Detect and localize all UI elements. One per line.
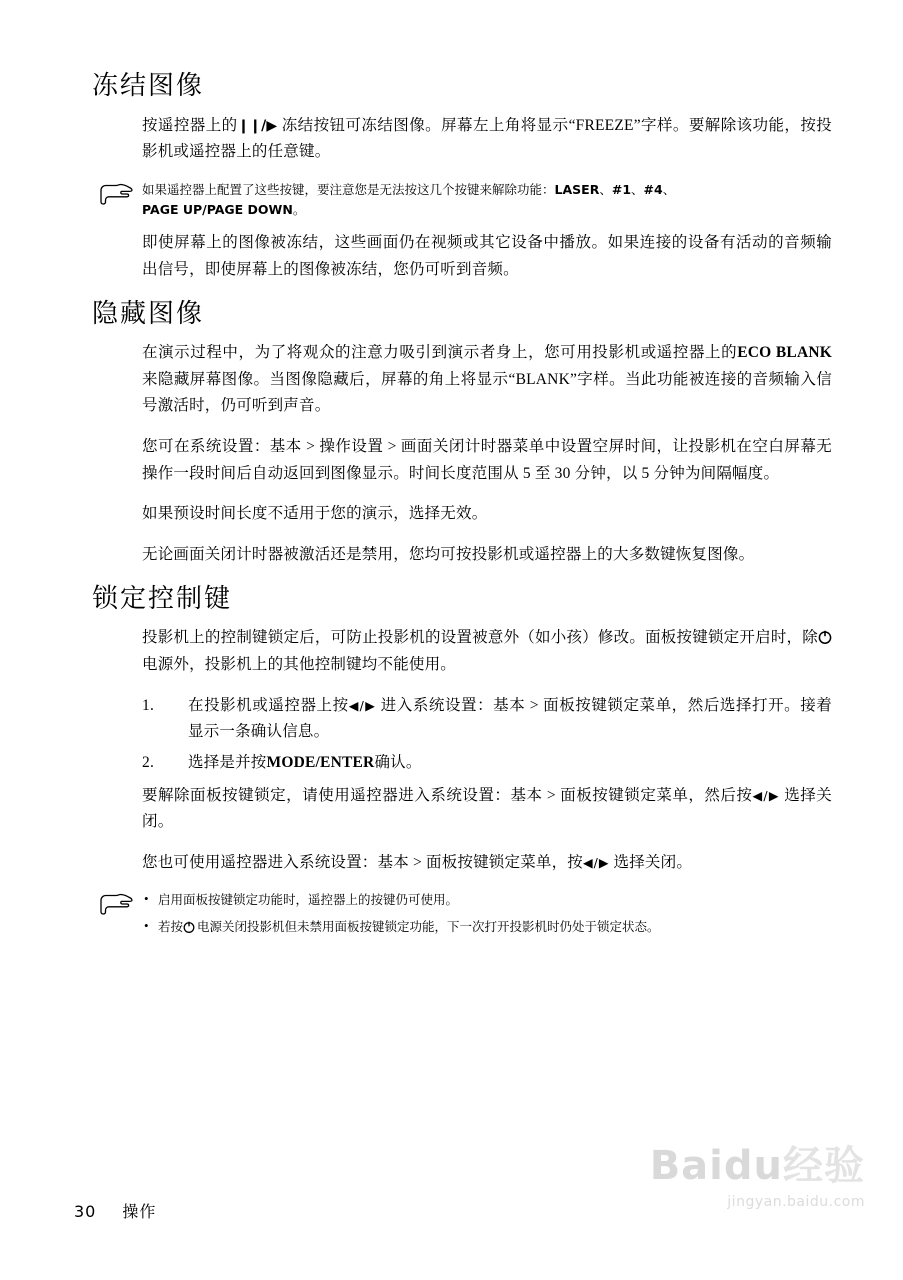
note-freeze-bold-laser: LASER <box>554 181 600 197</box>
blank-paragraph-2 <box>142 434 832 487</box>
note-freeze-sep1: 、 <box>599 182 612 197</box>
note-lock-item-1 <box>142 890 832 910</box>
section-title-blank: 隐藏图像 <box>92 298 205 329</box>
pointing-hand-icon <box>100 891 134 917</box>
lock-step-1-text-b: 进入系统设置：基本 > 面板按键锁定菜单，然后选择打开。接着显示一条确认信息。 <box>188 696 832 741</box>
watermark-url: jingyan.baidu.com <box>727 1194 865 1210</box>
lock-step-2-text-a: 选择是并按 <box>188 753 267 771</box>
pointing-hand-icon <box>100 181 134 207</box>
lock-paragraph-2 <box>142 783 832 836</box>
section-title-freeze: 冻结图像 <box>92 71 205 101</box>
note-lock-item-1-text: 启用面板按键锁定功能时，遥控器上的按键仍可使用。 <box>158 893 459 908</box>
lock-p3-text-a: 您也可使用遥控器进入系统设置：基本 > 面板按键锁定菜单，按 <box>142 853 583 871</box>
page-number: 30 <box>74 1202 97 1221</box>
power-icon <box>818 627 832 641</box>
left-right-arrows-icon: ◀/▶ <box>752 787 780 803</box>
freeze-p1-text-a: 按遥控器上的 <box>142 116 238 134</box>
note-freeze <box>100 180 832 221</box>
lock-steps <box>142 693 832 777</box>
freeze-p1-text-c: 字样。要解除该功能，按投影机或遥控器上的任意键。 <box>142 116 832 161</box>
footer-chapter-label: 操作 <box>122 1202 157 1221</box>
blank-p1-text-b: 来隐藏屏幕图像。当图像隐藏后，屏幕的角上将显示 <box>142 370 509 388</box>
lock-step-1-text-a: 在投影机或遥控器上按 <box>188 696 349 714</box>
freeze-p1-text-b: 冻结按钮可冻结图像。屏幕左上角将显示 <box>281 116 569 134</box>
lock-step-2-number: 2. <box>142 753 155 771</box>
note-lock-item-2-text-b: 电源关闭投影机但未禁用面板按键锁定功能，下一次打开投影机时仍处于锁定状态。 <box>197 920 660 935</box>
page-footer <box>74 1199 156 1222</box>
note-freeze-bold-1: #1 <box>611 181 632 197</box>
note-freeze-sep2: 、 <box>631 182 644 197</box>
section-title-lock: 锁定控制键 <box>92 583 233 614</box>
note-freeze-line <box>142 180 832 221</box>
lock-step-2 <box>142 750 832 777</box>
blank-paragraph-3: 如果预设时间长度不适用于您的演示，选择无效。 <box>142 505 488 523</box>
lock-body <box>142 625 832 876</box>
note-lock-list <box>142 890 832 937</box>
blank-p2-text-a: 您可在系统设置：基本 > 操作设置 > 画面关闭计时器菜单 <box>142 438 545 456</box>
lock-step-2-text-b: 确认。 <box>374 753 422 771</box>
freeze-body-2 <box>142 230 832 283</box>
lock-paragraph-1 <box>142 625 832 678</box>
baidu-watermark <box>585 1143 865 1220</box>
note-lock <box>100 890 832 937</box>
blank-paragraph-4: 无论画面关闭计时器被激活还是禁用，您均可按投影机或遥控器上的大多数键恢复图像。 <box>142 546 755 564</box>
note-freeze-body <box>142 180 832 221</box>
blank-paragraph-1: 在演示过程中，为了将观众的注意力吸引到演示者身上，您可用投影机或遥控器上的ECO BLANK 来隐藏屏幕图像。当图像隐藏后，屏幕的角上将显示“BLANK”字样。当此功能被连接的音频输入信号激活时，仍可听到声音。 <box>142 344 833 415</box>
power-icon <box>183 919 197 933</box>
lock-step-2-bold-modeenter: MODE/ENTER <box>266 753 375 771</box>
freeze-paragraph-1: 按遥控器上的❙❙/▶ 冻结按钮可冻结图像。屏幕左上角将显示“FREEZE”字样。要解除该功能，按投影机或遥控器上的任意键。 <box>142 116 832 161</box>
page-content <box>92 70 832 947</box>
note-freeze-bold-4: #4 <box>643 181 663 197</box>
blank-p1-quoted: BLANK <box>515 370 570 388</box>
lock-p2-text-a: 要解除面板按键锁定，请使用遥控器进入系统设置：基本 > 面板按键锁定菜单，然后按 <box>142 786 753 804</box>
pause-play-icon: ❙❙/▶ <box>237 117 278 134</box>
lock-p1-text-a: 投影机上的控制键锁定后，可防止投影机的设置被意外（如小孩）修改。面板按键锁定开启时，除 <box>142 629 818 647</box>
blank-p1-text-c: 字样。当此功能被连接的音频输入信号激活时，仍可听到声音。 <box>142 370 833 415</box>
freeze-body <box>142 113 832 166</box>
lock-paragraph-3 <box>142 850 832 877</box>
watermark-brand-cn: 经验 <box>783 1143 865 1189</box>
note-lock-item-2 <box>142 917 832 937</box>
note-freeze-text-a: 如果遥控器上配置了这些按键，要注意您是无法按这几个按键来解除功能： <box>142 182 555 197</box>
watermark-brand <box>585 1143 865 1189</box>
note-lock-body <box>142 890 832 937</box>
lock-p2-text-b: 选择关闭。 <box>142 786 833 831</box>
blank-p1-bold-ecoblank: ECO BLANK <box>737 344 832 362</box>
left-right-arrows-icon: ◀/▶ <box>348 697 377 713</box>
freeze-p1-quoted: FREEZE <box>575 116 634 134</box>
lock-p1-text-b: 电源外，投影机上的其他控制键均不能使用。 <box>142 655 457 673</box>
watermark-brand-text: Baidu <box>649 1143 783 1189</box>
blank-p1-text-a: 在演示过程中，为了将观众的注意力吸引到演示者身上，您可用投影机或遥控器上的 <box>142 344 738 362</box>
lock-step-1 <box>142 693 832 746</box>
left-right-arrows-icon: ◀/▶ <box>583 854 610 870</box>
note-freeze-tail: 。 <box>292 203 306 218</box>
blank-body <box>142 340 832 569</box>
lock-step-1-number: 1. <box>142 696 155 714</box>
note-freeze-sep3: 、 <box>662 182 676 197</box>
note-freeze-bold-pageupdown: PAGE UP/PAGE DOWN <box>142 202 293 218</box>
blank-p2-text-b: 中设置空屏时间，让投影机在空白屏幕无操作一段时间后自动返回到图像显示。时间长度范围从 5 至 30 分钟，以 5 分钟为间隔幅度。 <box>142 438 832 482</box>
freeze-paragraph-2: 即使屏幕上的图像被冻结，这些画面仍在视频或其它设备中播放。如果连接的设备有活动的音频输出信号，即使屏幕上的图像被冻结，您仍可听到音频。 <box>142 234 832 278</box>
note-lock-item-2-text-a: 若按 <box>158 920 184 935</box>
lock-p3-text-b: 选择关闭。 <box>613 853 693 871</box>
